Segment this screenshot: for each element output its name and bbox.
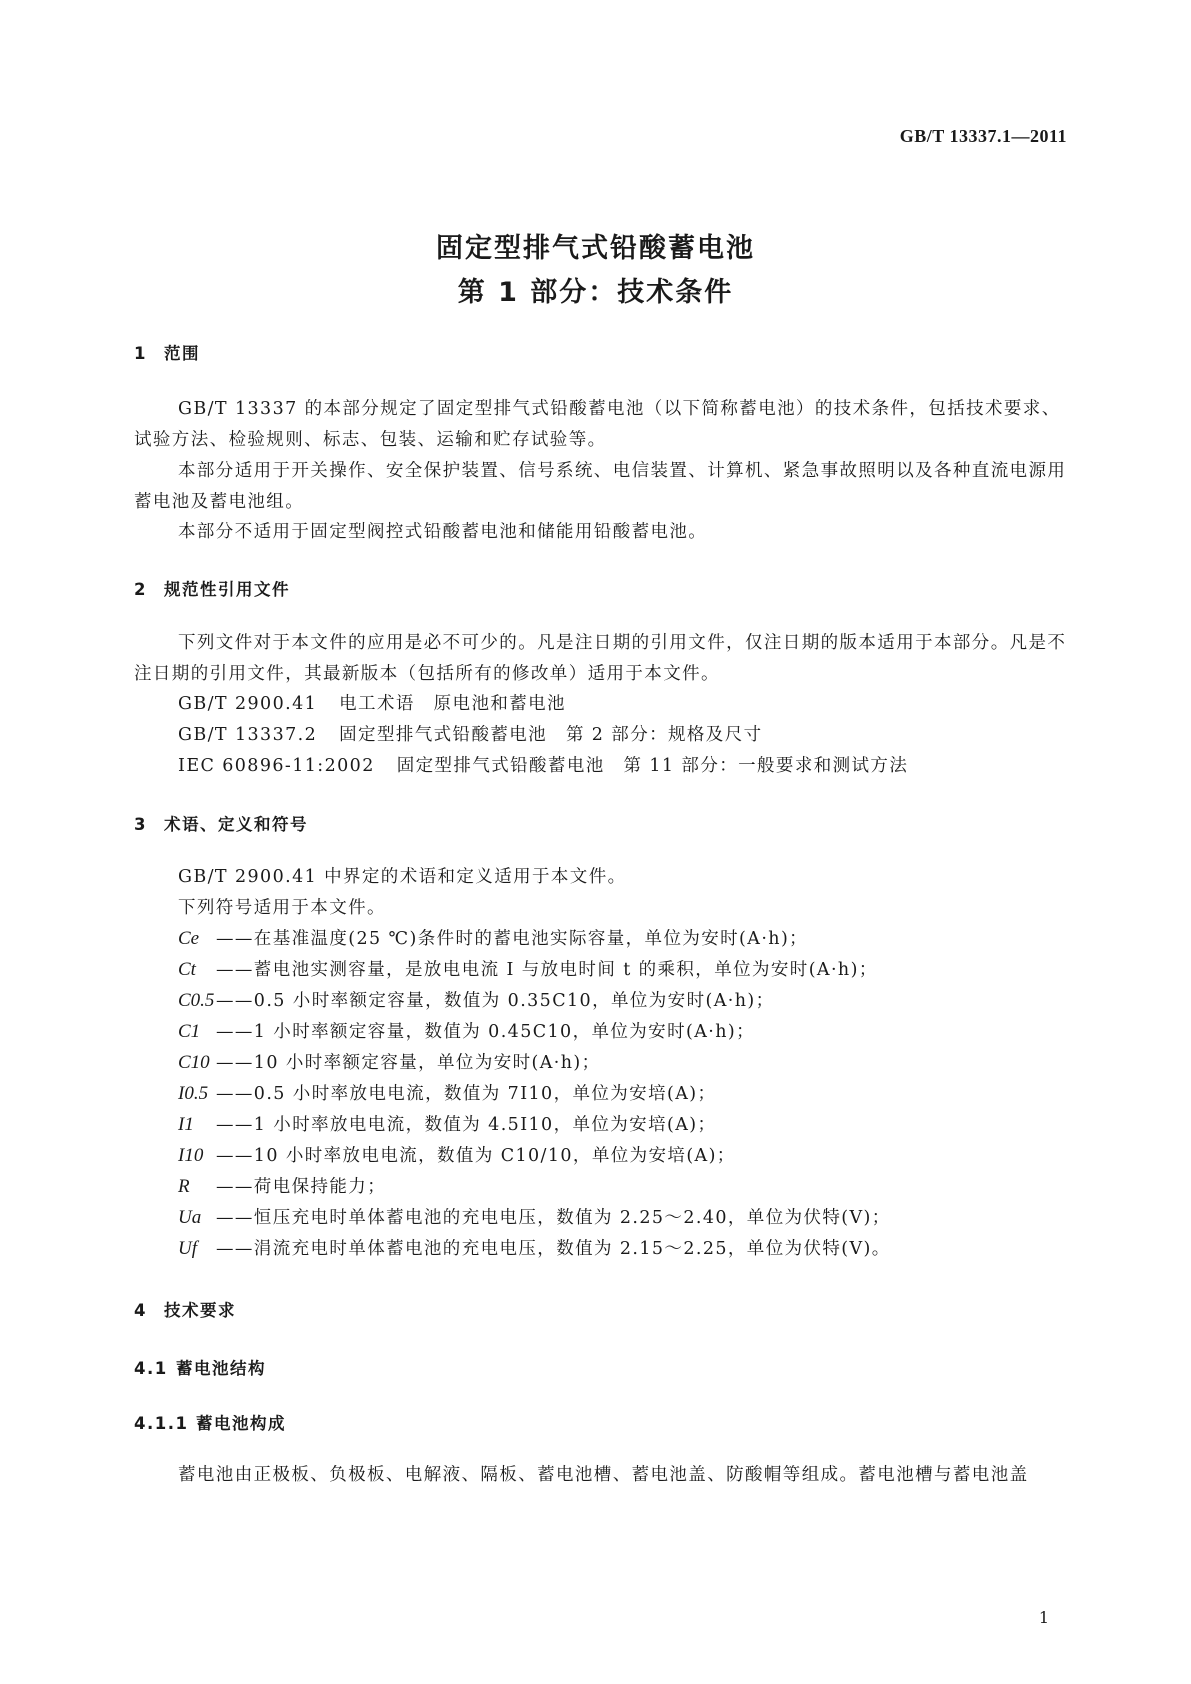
- document-title: 固定型排气式铅酸蓄电池: [436, 233, 755, 264]
- paragraph: 下列符号适用于本文件。: [178, 898, 386, 918]
- section-4-heading: [134, 1297, 236, 1321]
- symbol-definition: C0.5——0.5 小时率额定容量，数值为 0.35C10，单位为安时(A·h)；: [178, 990, 775, 1011]
- section-number: 4.1: [134, 1359, 168, 1378]
- section-number: 2: [134, 580, 147, 599]
- section-number: 3: [134, 815, 147, 834]
- symbol-definition: Ua ——恒压充电时单体蓄电池的充电电压，数值为 2.25～2.40，单位为伏特(V)；: [178, 1207, 891, 1228]
- symbol-definition: C1 ——1 小时率额定容量，数值为 0.45C10，单位为安时(A·h)；: [178, 1021, 756, 1042]
- section-number: 1: [134, 344, 147, 363]
- symbol-definition: C10 ——10 小时率额定容量，单位为安时(A·h)；: [178, 1052, 601, 1073]
- symbol-definition: Ce ——在基准温度(25 ℃)条件时的蓄电池实际容量，单位为安时(A·h)；: [178, 928, 809, 949]
- section-title: 术语、定义和符号: [164, 815, 308, 834]
- section-title: 技术要求: [164, 1301, 236, 1320]
- symbol-definition: I0.5 ——0.5 小时率放电电流，数值为 7I10，单位为安培(A)；: [178, 1083, 717, 1104]
- paragraph: GB/T 2900.41 中界定的术语和定义适用于本文件。: [178, 867, 627, 887]
- page-number: 1: [1038, 1608, 1049, 1627]
- section-title: 蓄电池构成: [196, 1414, 286, 1433]
- paragraph: 本部分不适用于固定型阀控式铅酸蓄电池和储能用铅酸蓄电池。: [178, 522, 708, 542]
- section-number: 4.1.1: [134, 1414, 189, 1433]
- reference-item: GB/T 2900.41 电工术语 原电池和蓄电池: [178, 694, 566, 714]
- symbol-definition: Uf ——涓流充电时单体蓄电池的充电电压，数值为 2.15～2.25，单位为伏特(V)。: [178, 1238, 891, 1259]
- section-2-heading: [134, 576, 290, 600]
- paragraph: 蓄电池由正极板、负极板、电解液、隔板、蓄电池槽、蓄电池盖、防酸帽等组成。蓄电池槽与蓄电池盖: [178, 1465, 1029, 1485]
- section-title: 规范性引用文件: [164, 580, 290, 599]
- symbol-definition: Ct ——蓄电池实测容量，是放电电流 I 与放电时间 t 的乘积，单位为安时(A·h)；: [178, 959, 878, 980]
- section-title: 范围: [164, 344, 200, 363]
- symbol-definition: I1 ——1 小时率放电电流，数值为 4.5I10，单位为安培(A)；: [178, 1114, 717, 1135]
- symbol-definition: R ——荷电保持能力；: [178, 1176, 387, 1197]
- section-1-heading: [134, 340, 200, 364]
- paragraph: GB/T 13337 的本部分规定了固定型排气式铅酸蓄电池（以下简称蓄电池）的技术条件，包括技术要求、试验方法、检验规则、标志、包装、运输和贮存试验等。: [134, 399, 1061, 450]
- section-number: 4: [134, 1301, 147, 1320]
- reference-item: GB/T 13337.2 固定型排气式铅酸蓄电池 第 2 部分：规格及尺寸: [178, 725, 763, 745]
- symbol-definition: I10 ——10 小时率放电电流，数值为 C10/10，单位为安培(A)；: [178, 1145, 736, 1166]
- document-subtitle: 第 1 部分：技术条件: [457, 277, 734, 308]
- section-3-heading: [134, 811, 308, 835]
- paragraph: 下列文件对于本文件的应用是必不可少的。凡是注日期的引用文件，仅注日期的版本适用于本部分。凡是不注日期的引用文件，其最新版本（包括所有的修改单）适用于本文件。: [134, 633, 1067, 684]
- subsection-4-1-heading: [134, 1355, 266, 1379]
- section-title: 蓄电池结构: [176, 1359, 266, 1378]
- standard-number: GB/T 13337.1—2011: [899, 126, 1067, 146]
- subsection-4-1-1-heading: [134, 1410, 286, 1434]
- reference-item: IEC 60896-11:2002 固定型排气式铅酸蓄电池 第 11 部分：一般要求和测试方法: [178, 756, 909, 776]
- paragraph: 本部分适用于开关操作、安全保护装置、信号系统、电信装置、计算机、紧急事故照明以及各种直流电源用蓄电池及蓄电池组。: [134, 461, 1067, 512]
